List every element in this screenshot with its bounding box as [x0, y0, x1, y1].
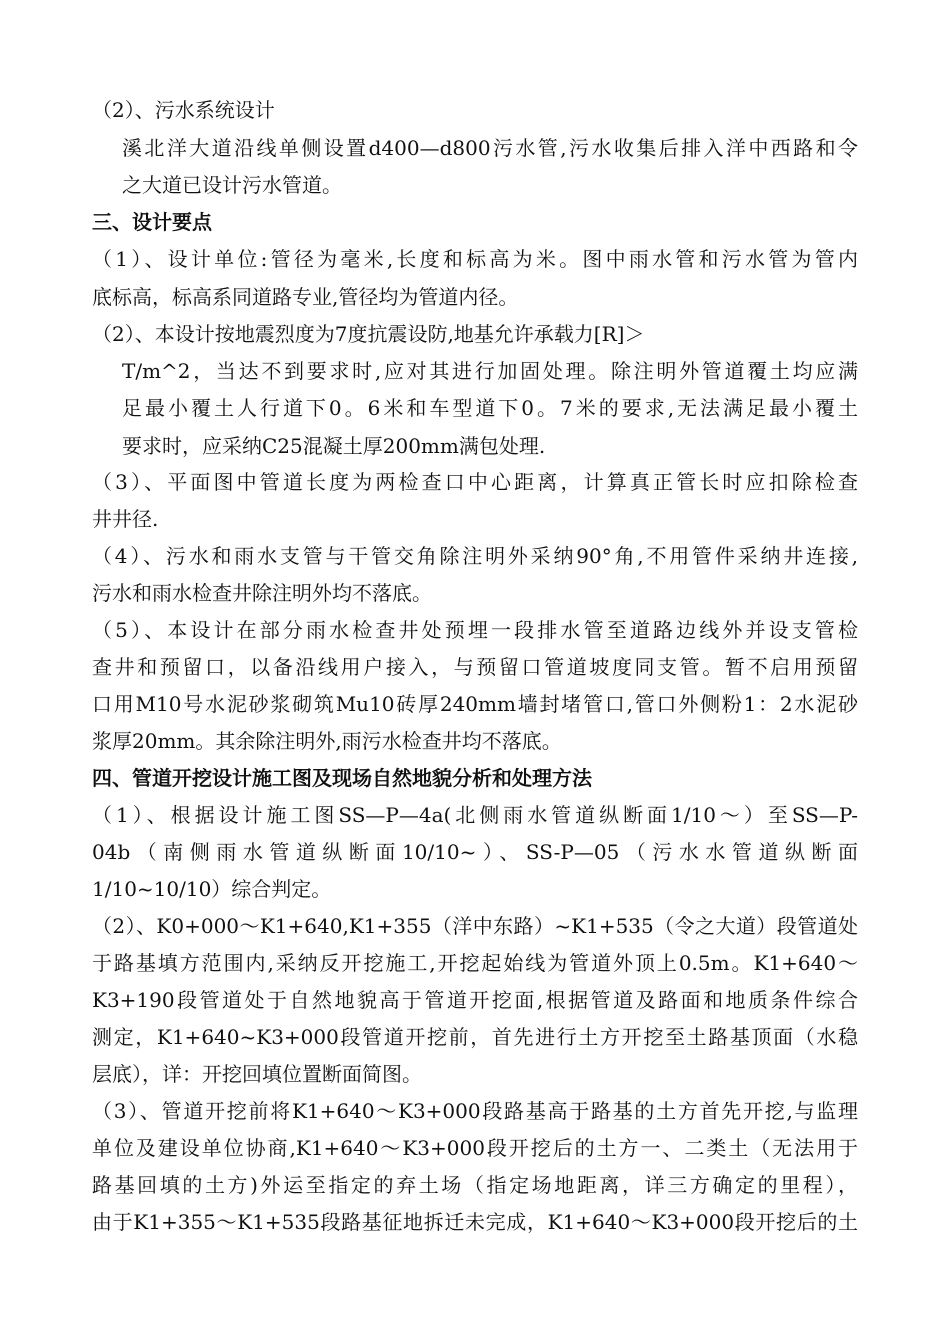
paragraph-line: （1）、设计单位:管径为毫米,长度和标高为米。图中雨水管和污水管为管内 [92, 247, 858, 271]
paragraph-line: 浆厚20mm。其余除注明外,雨污水检查井均不落底。 [92, 729, 562, 753]
paragraph-line: T/m^2，当达不到要求时,应对其进行加固处理。除注明外管道覆土均应满 [122, 359, 858, 383]
paragraph-line: 要求时，应采纳C25混凝土厚200mm满包处理. [122, 434, 546, 458]
paragraph-line: （4）、污水和雨水支管与干管交角除注明外采纳90°角,不用管件采纳井连接, [92, 544, 858, 568]
paragraph-line: 路基回填的土方)外运至指定的弃土场（指定场地距离，详三方确定的里程）， [92, 1173, 858, 1197]
paragraph-line: K3+190段管道处于自然地貌高于管道开挖面,根据管道及路面和地质条件综合 [92, 988, 858, 1012]
paragraph-line: 底标高，标高系同道路专业,管径均为管道内径。 [92, 285, 519, 309]
section-heading-excavation: 四、管道开挖设计施工图及现场自然地貌分析和处理方法 [92, 766, 592, 790]
paragraph-line: 测定，K1+640~K3+000段管道开挖前，首先进行土方开挖至土路基顶面（水稳 [92, 1025, 858, 1049]
paragraph-line: （5）、本设计在部分雨水检查井处预埋一段排水管至道路边线外并设支管检 [92, 618, 858, 642]
paragraph-line: 井井径. [92, 507, 159, 531]
subsection-heading-sewage-system: （2）、污水系统设计 [92, 98, 275, 122]
paragraph-line: 口用M10号水泥砂浆砌筑Mu10砖厚240mm墙封堵管口,管口外侧粉1：2水泥砂 [92, 692, 858, 716]
paragraph-line: （1）、根据设计施工图SS—P—4a(北侧雨水管道纵断面1/10～）至SS—P- [92, 803, 858, 827]
paragraph-line: （2）、K0+000～K1+640,K1+355（洋中东路）~K1+535（令之大道）段管道处 [92, 914, 858, 938]
paragraph-line: 污水和雨水检查井除注明外均不落底。 [92, 581, 432, 605]
paragraph-line: 于路基填方范围内,采纳反开挖施工,开挖起始线为管道外顶上0.5m。K1+640～ [92, 951, 858, 975]
paragraph-line: 查井和预留口，以备沿线用户接入，与预留口管道坡度同支管。暂不启用预留 [92, 655, 858, 679]
paragraph-line: 04b（南侧雨水管道纵断面10/10~）、SS-P—05（污水水管道纵断面 [92, 840, 858, 864]
paragraph-line: 层底），详：开挖回填位置断面简图。 [92, 1062, 422, 1086]
paragraph-line: 由于K1+355～K1+535段路基征地拆迁未完成，K1+640～K3+000段开挖后的土 [92, 1210, 858, 1234]
paragraph-line: 溪北洋大道沿线单侧设置d400—d800污水管,污水收集后排入洋中西路和令 [122, 136, 858, 160]
paragraph-line: 1/10~10/10）综合判定。 [92, 877, 332, 901]
paragraph-line: （2）、本设计按地震烈度为7度抗震设防,地基允许承载力[R]＞ [92, 322, 645, 346]
section-heading-design-points: 三、设计要点 [92, 210, 212, 234]
paragraph-line: 之大道已设计污水管道。 [122, 173, 342, 197]
paragraph-line: （3）、管道开挖前将K1+640～K3+000段路基高于路基的土方首先开挖,与监理 [92, 1099, 858, 1123]
paragraph-line: （3）、平面图中管道长度为两检查口中心距离，计算真正管长时应扣除检查 [92, 470, 858, 494]
paragraph-line: 足最小覆土人行道下0。6米和车型道下0。7米的要求,无法满足最小覆土 [122, 396, 858, 420]
paragraph-line: 单位及建设单位协商,K1+640～K3+000段开挖后的土方一、二类土（无法用于 [92, 1136, 858, 1160]
